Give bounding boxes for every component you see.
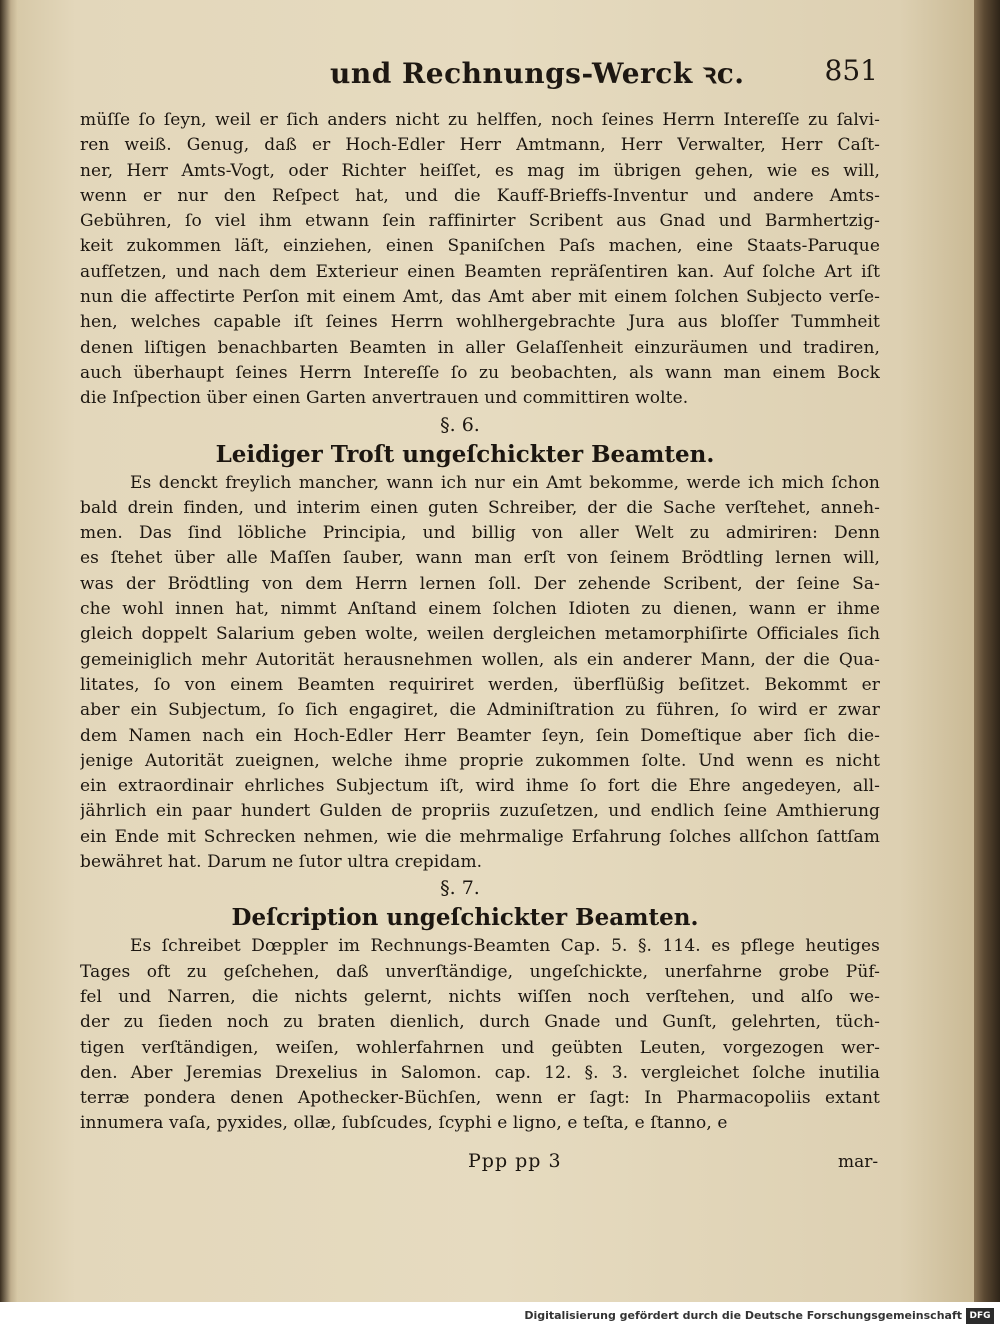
text-line: wenn er nur den Reſpect hat, und die Kauff-Brieffs-Inventur und andere Amts- [80, 185, 880, 206]
section-heading: Deſcription ungeſchickter Beamten. [231, 904, 699, 932]
text-line: men. Das ſind löbliche Principia, und billig von aller Welt zu admiriren: Denn [80, 523, 880, 544]
text-line: ner, Herr Amts-Vogt, oder Richter heiſſet, es mag im übrigen gehen, wie es will, [80, 160, 880, 181]
text-line: Es denckt freylich mancher, wann ich nur ein Amt bekomme, werde ich mich ſchon [130, 472, 880, 493]
text-line: denen liſtigen benachbarten Beamten in aller Gelaſſenheit einzuräumen und tradiren, [80, 337, 880, 358]
page-number: 851 [824, 54, 878, 87]
text-line: bewähret hat. Darum ne ſutor ultra crepidam. [80, 852, 483, 873]
text-line: auch überhaupt ſeines Herrn Intereſſe ſo zu beobachten, als wann man einem Bock [80, 362, 880, 383]
text-line: fel und Narren, die nichts gelernt, nichts wiſſen noch verſtehen, und alſo we- [80, 986, 880, 1007]
text-line: innumera vaſa, pyxides, ollæ, ſubſcudes, ſcyphi e ligno, e teſta, e ſtanno, e [80, 1113, 728, 1134]
text-line: aber ein Subjectum, ſo ſich engagiret, die Adminiſtration zu führen, ſo wird er zwar [80, 700, 880, 721]
text-line: die Inſpection über einen Garten anvertrauen und committiren wolte. [80, 388, 689, 409]
text-line: es ſtehet über alle Maſſen ſauber, wann man erſt von ſeinem Brödtling lernen will, [80, 548, 880, 569]
left-page-edge [0, 0, 18, 1302]
text-line: Gebühren, ſo viel ihm etwann ſein raffinirter Scribent aus Gnad und Barmhertzig- [80, 211, 880, 232]
section-number: §. 6. [440, 413, 480, 436]
text-line: Tages oft zu geſchehen, daß unverſtändige, ungeſchickte, unerfahrne grobe Püf- [80, 961, 880, 982]
section-heading: Leidiger Troſt ungeſchickter Beamten. [215, 440, 715, 468]
section-number: §. 7. [440, 877, 480, 900]
text-line: müſſe ſo ſeyn, weil er ſich anders nicht zu helffen, noch ſeines Herrn Intereſſe zu ſalvi- [80, 110, 880, 130]
text-line: jenige Autorität zueignen, welche ihme proprie zukommen ſolte. Und wenn es nicht [80, 750, 880, 771]
funding-credit: Digitalisierung gefördert durch die Deutsche Forschungsgemeinschaft [524, 1309, 962, 1322]
text-line: nun die affectirte Perſon mit einem Amt, das Amt aber mit einem ſolchen Subjecto verſe- [80, 287, 880, 308]
text-line: was der Brödtling von dem Herrn lernen ſoll. Der zehende Scribent, der ſeine Sa- [80, 573, 880, 594]
text-line: dem Namen nach ein Hoch-Edler Herr Beamter ſeyn, ſein Domeſtique aber ſich die- [80, 725, 880, 746]
main-text [80, 108, 880, 1137]
page-header [318, 54, 878, 94]
text-line: gemeiniglich mehr Autorität herausnehmen wollen, als ein anderer Mann, der die Qua- [80, 649, 880, 670]
text-line: bald drein finden, und interim einen guten Schreiber, der die Sache verſtehet, anneh- [80, 497, 880, 518]
text-line: Es ſchreibet Dœppler im Rechnungs-Beamten Cap. 5. §. 114. es pflege heutiges [130, 936, 880, 957]
signature-mark: Ppp pp 3 [468, 1150, 562, 1172]
text-line: tigen verſtändigen, weiſen, wohlerfahrnen und geübten Leuten, vorgezogen wer- [80, 1037, 880, 1058]
text-line: che wohl innen hat, nimmt Anſtand einem ſolchen Idioten zu dienen, wann er ihme [80, 599, 880, 620]
right-binding-edge [974, 0, 1000, 1302]
book-page [18, 0, 976, 1302]
text-line: aufſetzen, und nach dem Exterieur einen Beamten repräſentiren kan. Auf ſolche Art iſt [80, 261, 880, 282]
text-line: litates, ſo von einem Beamten requiriret werden, überflüßig beſitzet. Bekommt er [80, 674, 880, 695]
text-line: den. Aber Jeremias Drexelius in Salomon. cap. 12. §. 3. vergleichet ſolche inutilia [80, 1062, 880, 1083]
text-line: gleich doppelt Salarium geben wolte, weilen dergleichen metamorphiſirte Officiales ſich [80, 624, 880, 645]
catchword: mar- [838, 1152, 879, 1172]
text-line: der zu ſieden noch zu braten dienlich, durch Gnade und Gunſt, gelehrten, tüch- [80, 1012, 880, 1033]
text-line: ein Ende mit Schrecken nehmen, wie die mehrmalige Erfahrung ſolches allſchon ſattſam [80, 826, 880, 847]
text-line: jährlich ein paar hundert Gulden de propriis zuzuſetzen, und endlich ſeine Amthierung [80, 801, 880, 822]
text-line: terræ pondera denen Apothecker-Büchſen, wenn er ſagt: In Pharmacopoliis extant [80, 1088, 880, 1109]
footer-bar [0, 1302, 1000, 1332]
text-line: ein extraordinair ehrliches Subjectum iſt, wird ihme ſo fort die Ehre angedeyen, all- [80, 776, 880, 797]
text-line: hen, welches capable iſt ſeines Herrn wohlhergebrachte Jura aus bloſſer Tummheit [80, 312, 880, 333]
running-title: und Rechnungs-Werck ꝛc. [330, 57, 745, 90]
text-line: keit zukommen läſt, einziehen, einen Spaniſchen Paſs machen, eine Staats-Paruque [80, 236, 880, 257]
text-line: ren weiß. Genug, daß er Hoch-Edler Herr Amtmann, Herr Verwalter, Herr Caſt- [80, 135, 880, 156]
dfg-logo: DFG [966, 1308, 994, 1324]
